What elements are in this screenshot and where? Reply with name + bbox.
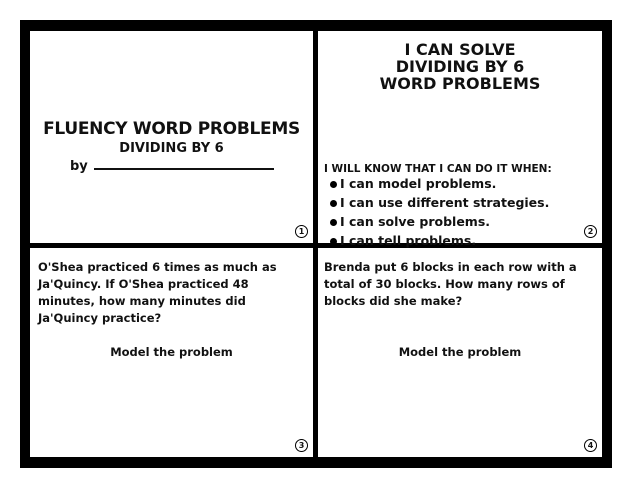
card-number-badge: 3 — [295, 439, 308, 452]
objective-card — [318, 31, 602, 248]
criteria-list — [330, 174, 549, 250]
title-line: DIVIDING BY 6 — [395, 57, 525, 76]
list-item-text: I can tell problems. — [340, 233, 477, 248]
list-item — [330, 193, 549, 212]
list-item-text: I can use different strategies. — [340, 195, 550, 210]
list-item-text: I can model problems. — [340, 176, 497, 191]
bullet-icon — [330, 200, 337, 207]
title-line: I CAN SOLVE — [404, 40, 516, 59]
list-item-text: I can solve problems. — [340, 214, 491, 229]
know-heading: I WILL KNOW THAT I CAN DO IT WHEN: — [324, 163, 552, 175]
instruction-text: Model the problem — [110, 345, 233, 359]
instruction-text: Model the problem — [398, 345, 522, 359]
bullet-icon — [330, 238, 337, 245]
bullet-icon — [330, 219, 337, 226]
title-card — [30, 31, 313, 243]
author-line — [70, 159, 274, 174]
title: FLUENCY WORD PROBLEMS — [43, 119, 300, 139]
problem-card — [318, 248, 602, 457]
by-label: by — [70, 159, 88, 174]
problem-card — [30, 248, 313, 457]
problem-text: Brenda put 6 blocks in each row with a total of 30 blocks. How many rows of blocks did she make? — [324, 260, 577, 308]
card-number-badge: 1 — [295, 225, 308, 238]
list-item — [330, 174, 549, 193]
card-number-badge: 4 — [584, 439, 597, 452]
problem-text: O'Shea practiced 6 times as much as Ja'Quincy. If O'Shea practiced 48 minutes, how many minutes did Ja'Quincy practice? — [38, 260, 277, 325]
objective-title — [318, 41, 602, 92]
task-card-sheet — [20, 20, 612, 468]
bullet-icon — [330, 181, 337, 188]
name-blank — [94, 168, 274, 170]
list-item — [330, 212, 549, 231]
title-line: WORD PROBLEMS — [379, 74, 541, 93]
subtitle: DIVIDING BY 6 — [119, 141, 224, 156]
card-number-badge: 2 — [584, 225, 597, 238]
